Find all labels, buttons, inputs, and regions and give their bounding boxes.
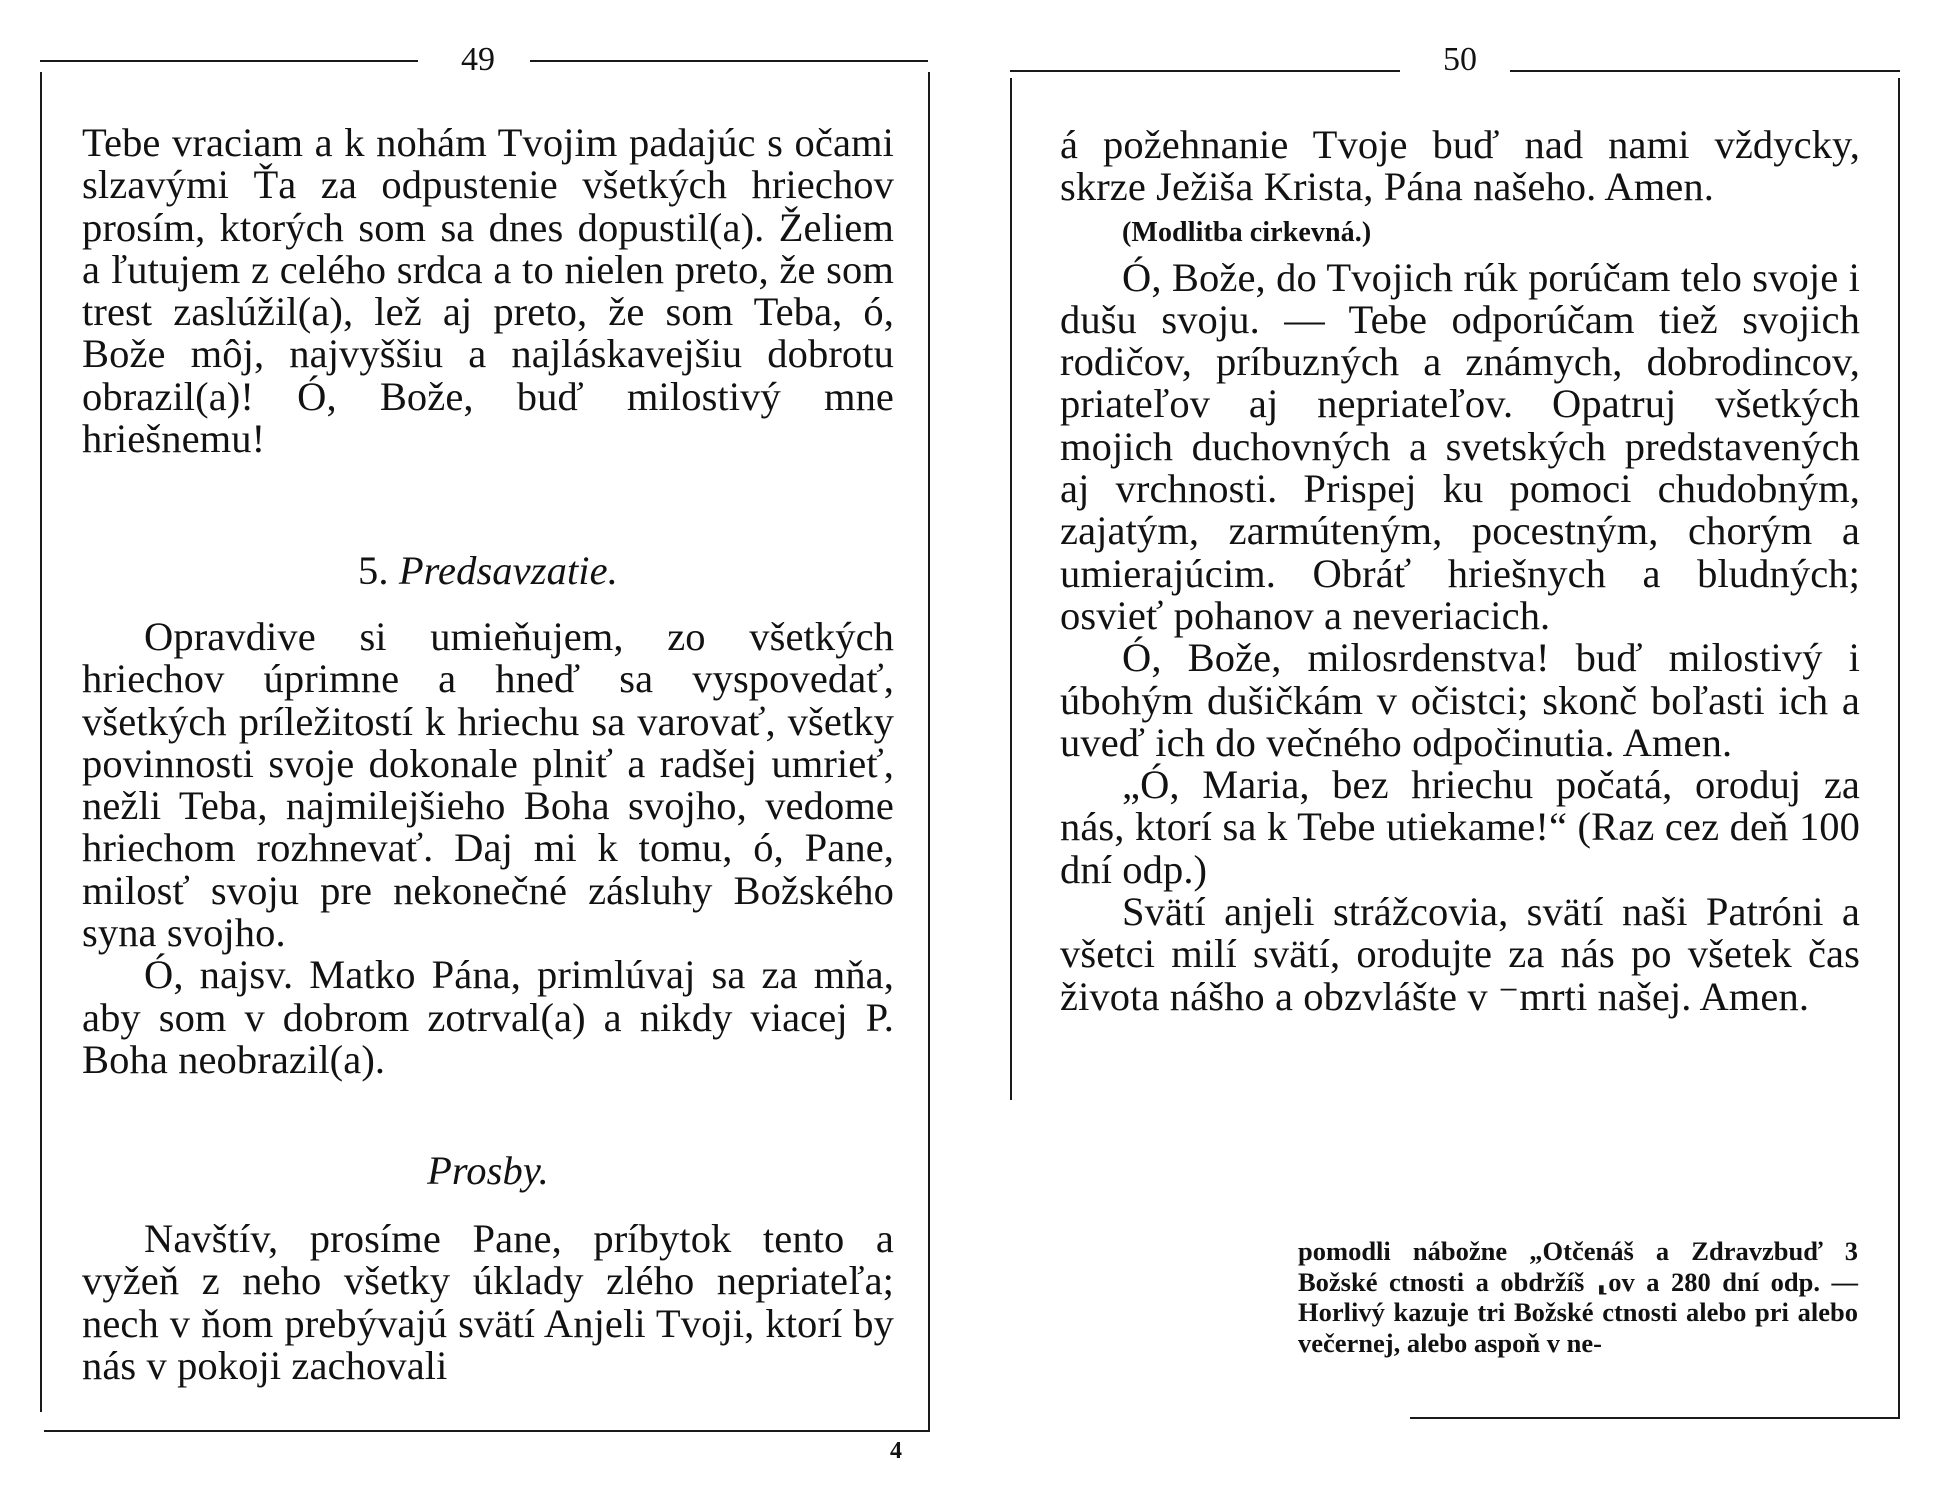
frame-left: [1010, 78, 1012, 1100]
paragraph: á požehnanie Tvoje buď nad nami vždycky, skrze Ježiša Krista, Pána našeho. Amen.: [1060, 122, 1860, 210]
heading-title: Prosby.: [427, 1148, 549, 1193]
paragraph: Navštív, prosíme Pane, príbytok tento a vyžeň z neho všetky úklady zlého nepriateľa; nech v ňom prebývajú svätí Anjeli Tvoji, ktorí by nás v pokoji zachovali: [82, 1216, 894, 1388]
page-number: 49: [418, 40, 538, 80]
paragraph: Ó, najsv. Matko Pána, primlúvaj sa za mňa, aby som v dobrom zotrval(a) a nikdy viacej P. Boha neobrazil(a).: [82, 952, 894, 1082]
right-page: [980, 0, 1940, 1500]
left-body-top: [82, 122, 894, 460]
frame-right: [928, 72, 930, 1432]
footnote: [1298, 1236, 1858, 1358]
left-heading-5: [82, 550, 894, 592]
frame-right: [1898, 78, 1900, 1418]
paragraph: „Ó, Maria, bez hriechu počatá, oroduj za nás, ktorí sa k Tebe utiekame!“ (Raz cez deň 100 dní odp.): [1060, 762, 1860, 892]
left-body-mid: [82, 616, 894, 1081]
page-number: 50: [1400, 40, 1520, 80]
paragraph: Ó, Bože, milosrdenstva! buď milostivý i úbohým dušičkám v očistci; skonč boľasti ich a uveď ich do večného odpočinutia. Amen.: [1060, 635, 1860, 765]
paragraph: Svätí anjeli strážcovia, svätí naši Patróni a všetci milí svätí, orodujte za nás po všetek čas života nášho a obzvlášte v ⁻mrti našej. Amen.: [1060, 889, 1860, 1019]
frame-bottom: [44, 1430, 929, 1432]
source-note: (Modlitba cirkevná.): [1122, 216, 1372, 248]
left-heading-prosby: [82, 1150, 894, 1192]
paragraph: Opravdive si umieňujem, zo všetkých hriechov úprimne a hneď sa vyspovedať, všetkých príležitostí k hriechu sa varovať, všetky povinnosti svoje dokonale plniť a radšej umrieť, nežli Teba, najmilejšieho Boha svojho, vedome hriechom rozhnevať. Daj mi k tomu, ó, Pane, milosť svoju pre nekonečné zásluhy Božského syna svojho.: [82, 614, 894, 956]
frame-left: [40, 72, 42, 1412]
left-body-bottom: [82, 1218, 894, 1387]
paragraph: Ó, Bože, do Tvojich rúk porúčam telo svoje i dušu svoju. — Tebe odporúčam tiež svojich rodičov, príbuzných a známych, dobrodincov, priateľov aj nepriateľov. Opatruj všetkých mojich duchovných a svetských predstavených aj vrchnosti. Prispej ku pomoci chudobným, zajatým, zarmúteným, pocestným, chorým a umierajúcim. Obráť hriešnych a bludných; osvieť pohanov a neveriacich.: [1060, 254, 1860, 638]
top-rule-left-b: [530, 60, 928, 62]
footnote-text: pomodli nábožne „Otčenáš a Zdravzbuď 3 Božské ctnosti a obdržíš ⸤ov a 280 dní odp. — Horlivý kazuje tri Božské ctnosti alebo pri alebo večernej, alebo aspoň v ne-: [1298, 1236, 1858, 1358]
top-rule-left-a: [40, 60, 430, 62]
paragraph: Tebe vraciam a k nohám Tvojim padajúc s očami slzavými Ťa za odpustenie všetkých hriechov prosím, ktorých som sa dnes dopustil(a). Želiem a ľutujem z celého srdca a to nielen preto, že som trest zaslúžil(a), lež aj preto, že som Teba, ó, Bože môj, najvyššiu a najláskavejšiu dobrotu obrazil(a)! Ó, Bože, buď milostivý mne hriešnemu!: [82, 120, 894, 462]
signature-mark: 4: [890, 1438, 902, 1464]
left-page: [0, 0, 960, 1500]
top-rule-right-a: [1010, 70, 1410, 72]
right-body: [1060, 124, 1860, 1018]
heading-number: 5.: [358, 548, 389, 593]
heading-title: Predsavzatie.: [398, 548, 618, 593]
top-rule-right-b: [1510, 70, 1900, 72]
frame-bottom: [1410, 1417, 1900, 1419]
